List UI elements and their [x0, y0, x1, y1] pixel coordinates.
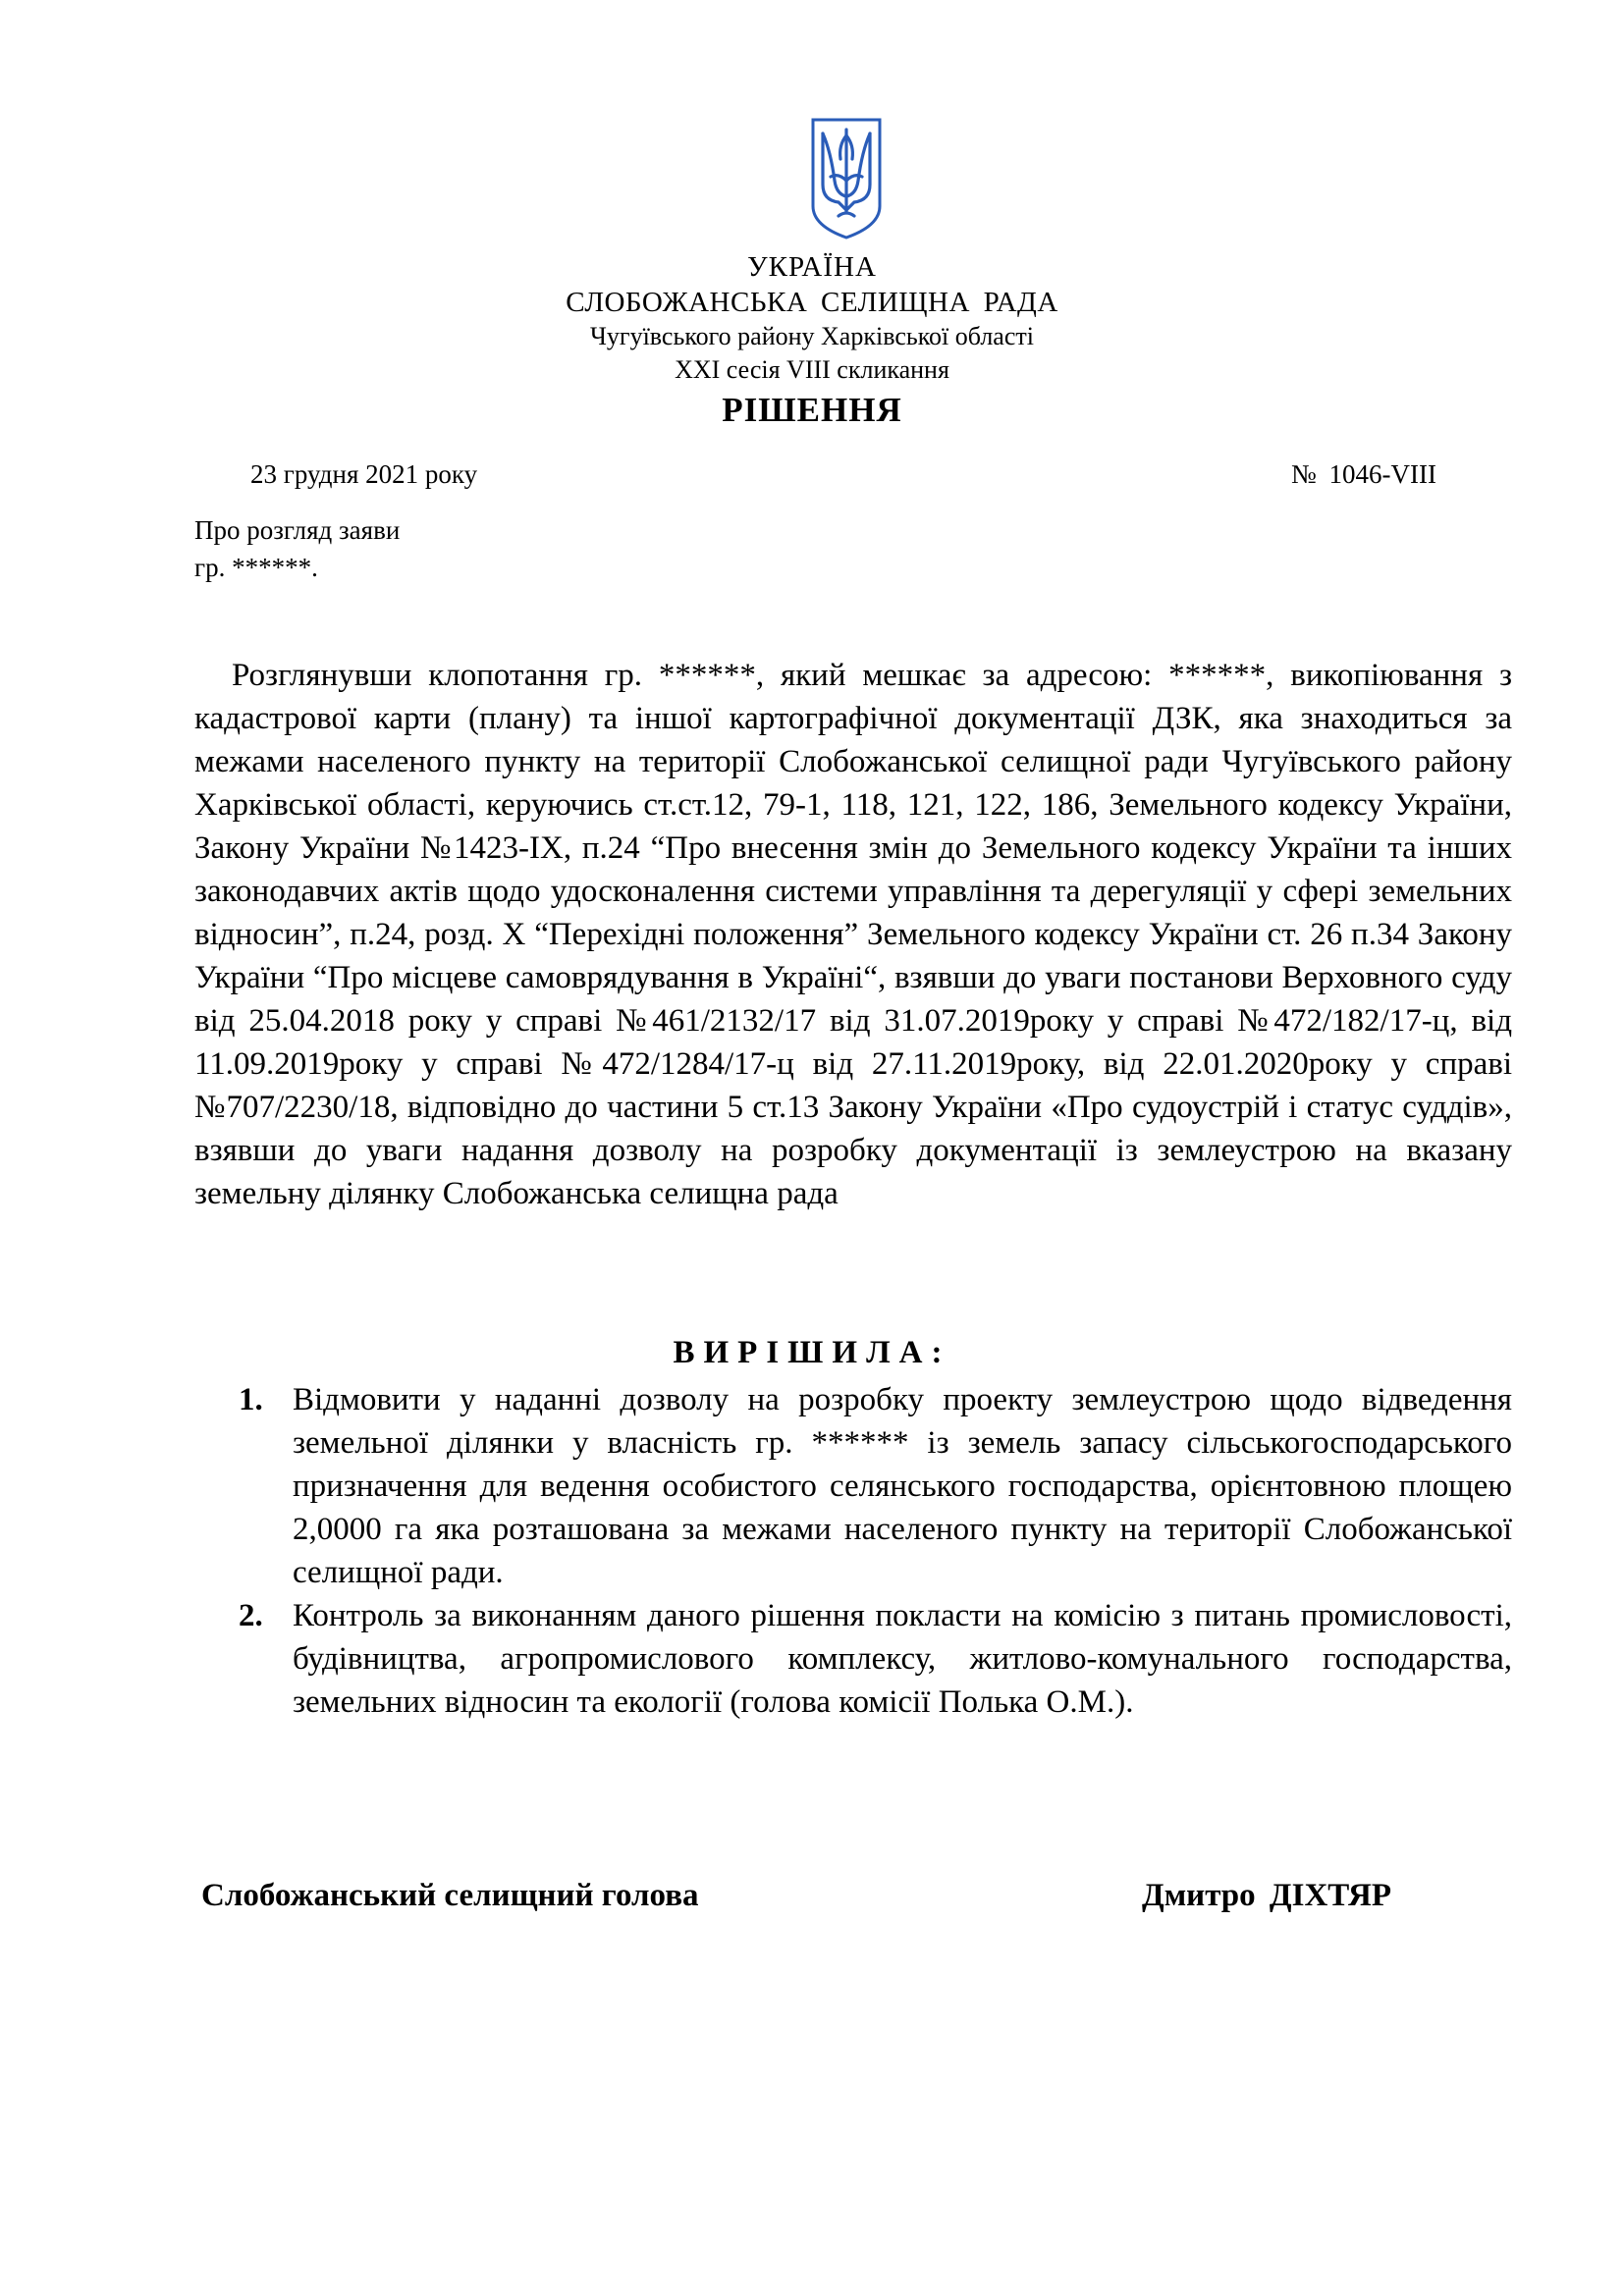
signatory-title: Слобожанський селищний голова [201, 1878, 699, 1913]
council-name: СЛОБОЖАНСЬКА СЕЛИЩНА РАДА [566, 287, 1058, 318]
resolution-item [239, 1378, 1512, 1594]
resolution-heading: ВИРІШИЛА: [673, 1335, 951, 1370]
document-title: РІШЕННЯ [722, 391, 902, 429]
resolution-item-number: 1. [239, 1382, 263, 1417]
resolution-item-text: Контроль за виконанням даного рішення покласти на комісію з питань промисловості, будівництва, агропромислового комплексу, житлово-комунального господарства, земельних відносин та екології (голова комісії Полька О.М.). [293, 1598, 1512, 1720]
country-name: УКРАЇНА [747, 251, 877, 283]
resolution-list [239, 1378, 1512, 1724]
document-number: № 1046-VIII [1291, 459, 1436, 489]
document-date: 23 грудня 2021 року [250, 459, 478, 489]
ukraine-trident-emblem-icon [809, 116, 884, 241]
session-info: XXI сесія VIII скликання [675, 355, 949, 384]
subject-line-2: гр. ******. [194, 553, 318, 582]
preamble-paragraph: Розглянувши клопотання гр. ******, який мешкає за адресою: ******, викопіювання з кадастрової карти (плану) та іншої картографічної документації ДЗК, яка знаходиться за межами населеного пункту на території Слобожанської селищної ради Чугуївського району Харківської області, керуючись ст.ст.12, 79-1, 118, 121, 122, 186, Земельного кодексу України, Закону України №1423-IX, п.24 “Про внесення змін до Земельного кодексу України та інших законодавчих актів щодо удосконалення системи управління та дерегуляції у сфері земельних відносин”, п.24, розд. X “Перехідні положення” Земельного кодексу України ст. 26 п.34 Закону України “Про місцеве самоврядування в Україні“, взявши до уваги постанови Верховного суду від 25.04.2018 року у справі №461/2132/17 від 31.07.2019року у справі №472/182/17-ц, від 11.09.2019року у справі №472/1284/17-ц від 27.11.2019року, від 22.01.2020року у справі №707/2230/18, відповідно до частини 5 ст.13 Закону України «Про судоустрій і статус суддів», взявши до уваги надання дозволу на розробку документації із землеустрою на вказану земельну ділянку Слобожанська селищна рада [194, 658, 1512, 1211]
resolution-item [239, 1594, 1512, 1724]
signatory-name: Дмитро ДІХТЯР [1142, 1878, 1392, 1913]
resolution-item-number: 2. [239, 1598, 263, 1633]
resolution-item-text: Відмовити у наданні дозволу на розробку проекту землеустрою щодо відведення земельної ділянки у власність гр. ****** із земель запасу сільськогосподарського призначення для ведення особистого селянського господарства, орієнтовною площею 2,0000 га яка розташована за межами населеного пункту на території Слобожанської селищної ради. [293, 1382, 1512, 1590]
document-subject [194, 511, 400, 586]
subject-line-1: Про розгляд заяви [194, 515, 401, 545]
district-name: Чугуївського району Харківської області [590, 322, 1034, 350]
